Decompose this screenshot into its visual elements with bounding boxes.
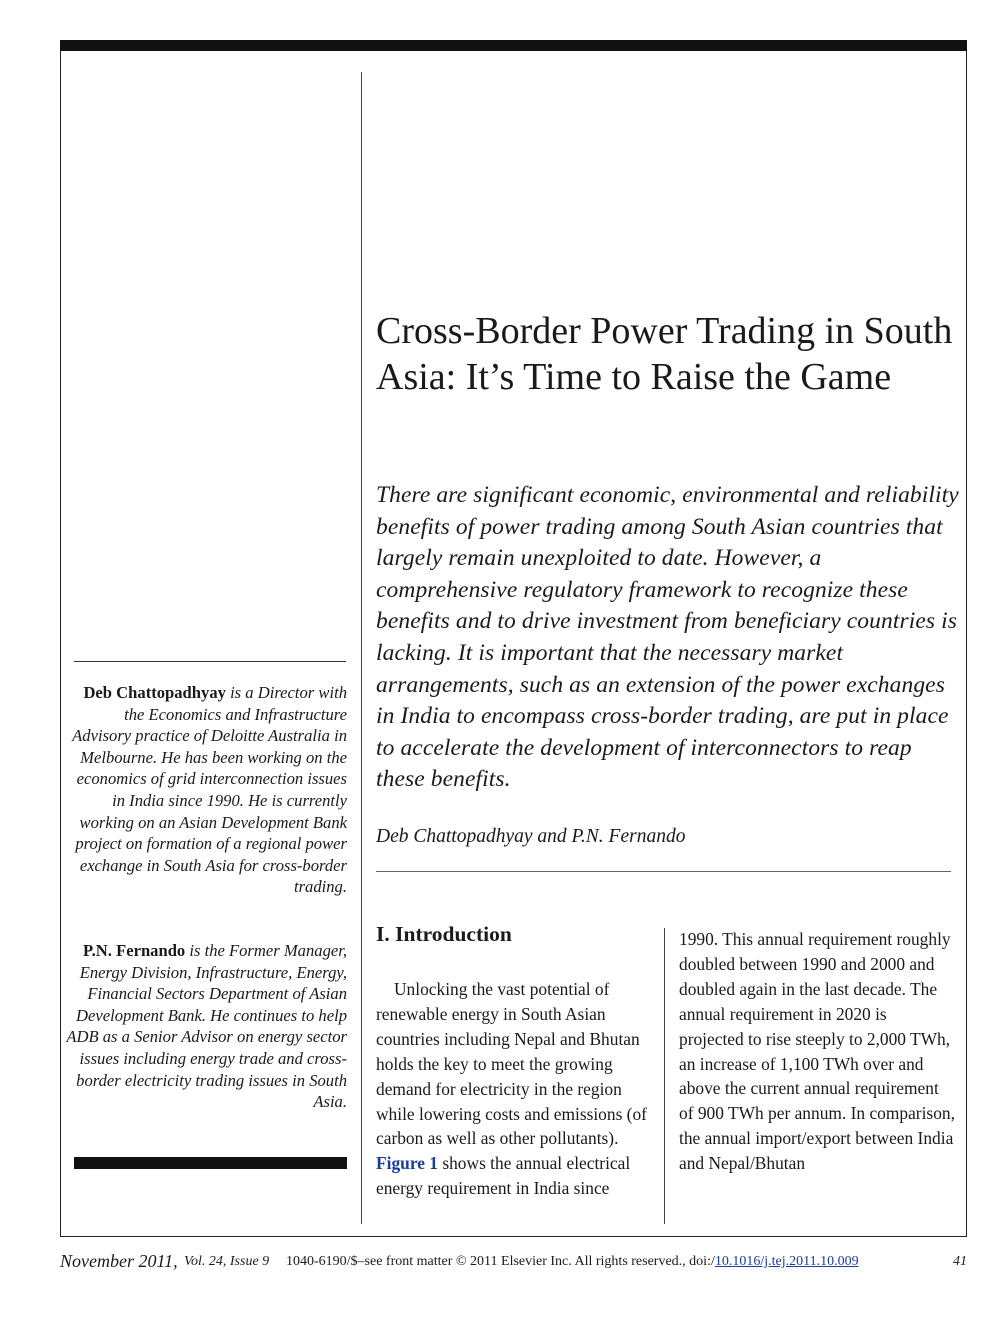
footer-front-matter bbox=[286, 1254, 859, 1270]
author-bio-chattopadhyay bbox=[64, 682, 347, 898]
header-divider bbox=[376, 871, 951, 872]
bio-bottom-bar bbox=[74, 1157, 347, 1169]
author-bio-fernando bbox=[64, 940, 347, 1113]
bio-text: is a Director with the Economics and Infrastructure Advisory practice of Deloitte Australia in Melbourne. He has been working on the economics of grid interconnection issues in India since 1990. He is currently working on an Asian Development Bank project on formation of a regional power exchange in South Asia for cross-border trading. bbox=[72, 683, 347, 897]
footer-date: November 2011, bbox=[60, 1251, 178, 1271]
page-footer bbox=[60, 1251, 967, 1275]
body-text: Unlocking the vast potential of renewable energy in South Asian countries including Nepal and Bhutan holds the key to meet the growing demand for electricity in the region while lowering costs and emissions (of carbon as well as other pollutants). bbox=[376, 979, 647, 1149]
body-column-1 bbox=[376, 977, 652, 1201]
bio-top-rule bbox=[74, 661, 346, 662]
article-abstract: There are significant economic, environmental and reliability benefits of power trading among South Asian countries that largely remain unexploited to date. However, a comprehensive regulatory framework to recognize these benefits and to drive investment from beneficiary countries is lacking. It is important that the necessary market arrangements, such as an extension of the power exchanges in India to encompass cross-border trading, are put in place to accelerate the development of interconnectors to reap these benefits. bbox=[376, 482, 959, 793]
figure-1-link[interactable]: Figure 1 bbox=[376, 1153, 438, 1174]
top-rule-bar bbox=[60, 40, 967, 51]
column-divider bbox=[664, 928, 665, 1224]
body-column-2: 1990. This annual requirement roughly doubled between 1990 and 2000 and doubled again in the last decade. The annual requirement in 2020 is projected to rise steeply to 2,000 TWh, an increase of 1,100 TWh over and above the current annual requirement of 900 TWh per annum. In comparison, the annual import/export between India and Nepal/Bhutan bbox=[679, 929, 955, 1174]
bio-name: P.N. Fernando bbox=[83, 941, 186, 960]
sidebar-divider bbox=[361, 72, 362, 1224]
doi-link[interactable]: 10.1016/j.tej.2011.10.009 bbox=[714, 1254, 859, 1269]
article-authors: Deb Chattopadhyay and P.N. Fernando bbox=[376, 826, 686, 847]
footer-copyright: 1040-6190/$–see front matter © 2011 Elsevier Inc. All rights reserved., doi:/ bbox=[286, 1254, 715, 1269]
body-text-end: shows the annual electrical energy requirement in India since bbox=[376, 1153, 631, 1199]
page-number: 41 bbox=[953, 1254, 967, 1269]
article-title: Cross-Border Power Trading in South Asia: It’s Time to Raise the Game bbox=[376, 310, 953, 398]
footer-volume: Vol. 24, Issue 9 bbox=[184, 1254, 270, 1269]
section-heading: I. Introduction bbox=[376, 922, 512, 946]
bio-name: Deb Chattopadhyay bbox=[83, 683, 226, 702]
bio-text: is the Former Manager, Energy Division, Infrastructure, Energy, Financial Sectors Department of Asian Development Bank. He continues to help ADB as a Senior Advisor on energy sector issues including energy trade and cross-border electricity trading issues in South Asia. bbox=[66, 941, 347, 1112]
